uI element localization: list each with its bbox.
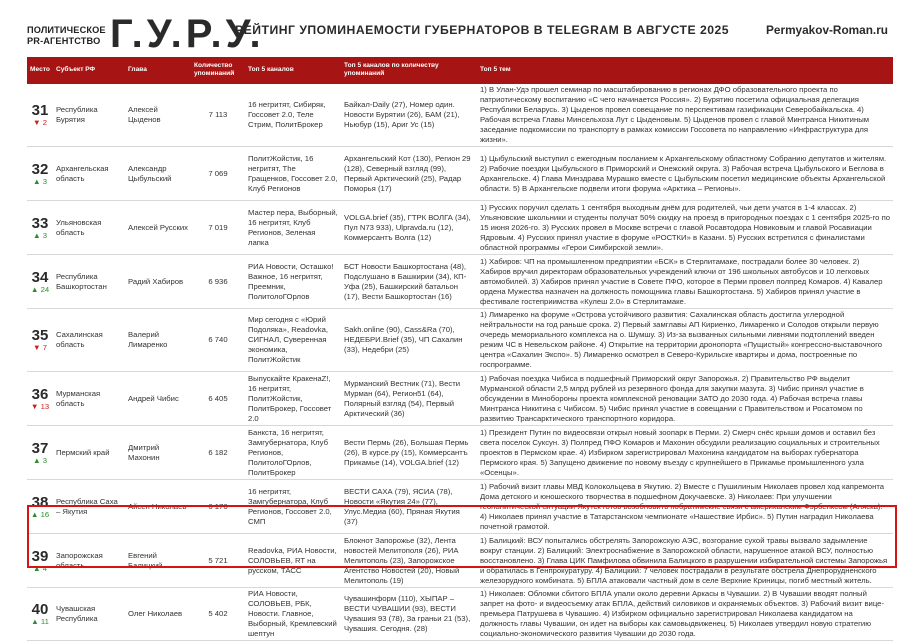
subject-cell: Запорожская область bbox=[53, 534, 125, 588]
site-link[interactable]: Permyakov-Roman.ru bbox=[766, 23, 888, 37]
count-cell: 6 176 bbox=[191, 480, 245, 534]
rank-change bbox=[30, 118, 50, 127]
subject-cell: Республика Бурятия bbox=[53, 84, 125, 147]
head-cell: Дмитрий Махонин bbox=[125, 426, 191, 480]
by-count-cell: Sakh.online (90), Cass&Ra (70), НЕДЕБРИ.Brief (35), ЧП Сахалин (33), Недебри (25) bbox=[341, 309, 477, 372]
place-cell bbox=[27, 588, 53, 641]
count-cell: 6 936 bbox=[191, 255, 245, 309]
rank-change-arrow-icon: ▼ bbox=[32, 118, 41, 127]
guru-logo: Г.У.Р.У. bbox=[110, 12, 265, 56]
rank-change-arrow-icon: ▼ bbox=[32, 343, 41, 352]
rank-change bbox=[30, 510, 50, 519]
rank-number: 32 bbox=[31, 160, 49, 178]
themes-cell: 1) Рабочий визит главы МВД Колокольцева в Якутию. 2) Вместе с Пушилиным Николаев провел ход капремонта Дома детского и юношеского творчества в подшефном Докучаевске. 3) Николаев: При улучшении геополитической ситуации Якутск готов возобновить побратимские связи с американским Фэрбенксом (Аляска). 4) Николаев принял участие в Татарстанском чемпионате «Нашествие Ирбис». 5) Путин наградил Николаева почетной грамотой. bbox=[477, 480, 893, 534]
table-row bbox=[27, 309, 893, 372]
themes-cell: 1) Николаев: Обломки сбитого БПЛА упали около деревни Аркасы в Чувашии. 2) В Чувашии вводят полный запрет на фото- и видеосъемку атак БПЛА, действий силовиков и охраняемых объектов. 3) Рабочий визит вице-премьера Патрушева в Чувашию. 4) Избирком официально зарегистрировал Николаева кандидатом на должность главы Чувашии, он идет на выборы как самовыдвиженец. 5) Николаев утвердил новую стратегию социально-экономического развития Чувашии до 2030 года. bbox=[477, 588, 893, 641]
by-count-cell: Чувашинформ (110), ХЫПАР – ВЕСТИ ЧУВАШИИ (93), ВЕСТИ Чувашия 93 (78), За граньи 21 (53), Чувашия. Сегодня. (28) bbox=[341, 588, 477, 641]
rank-number: 31 bbox=[31, 102, 49, 119]
count-cell: 5 402 bbox=[191, 588, 245, 641]
by-count-cell: Блокнот Запорожье (32), Лента новостей Мелитополя (26), РИА Мелитополь (23), Запорожское Агентство Новостей (20), Новый Мелитополь (19) bbox=[341, 534, 477, 588]
by-count-cell: Архангельский Кот (130), Регион 29 (128), Северный взгляд (99), Первый Арктический (25), Радар Поморья (17) bbox=[341, 147, 477, 201]
table-row bbox=[27, 534, 893, 588]
themes-cell: 1) Русских поручил сделать 1 сентября выходным днём для родителей, чьи дети учатся в 1-4 классах. 2) Ульяновские школьники и студенты получат 50% скидку на проезд в пригородных поездах с 1 сентября 2025-го по 15 июня 2026-го. 3) Русских провел в Москве встречи с главой Росавтодора Новиковым и главой Росавиации Ядровым. 4) Русских принял участие в форуме «РОСТКИ» в Казани. 5) Русских встретился с финалистами областной программы «Герои Симбирской земли». bbox=[477, 201, 893, 255]
rank-change bbox=[30, 177, 50, 186]
table-row bbox=[27, 480, 893, 534]
rank-change bbox=[30, 564, 50, 573]
place-cell bbox=[27, 309, 53, 372]
count-cell: 7 069 bbox=[191, 147, 245, 201]
place-cell bbox=[27, 201, 53, 255]
rank-change-value: 11 bbox=[40, 617, 49, 626]
rank-change bbox=[30, 343, 50, 352]
by-count-cell: VOLGA.brief (35), ГТРК ВОЛГА (34), Пул N73 933), Ulpravda.ru (12), Коммерсантъ Волга (12) bbox=[341, 201, 477, 255]
count-cell: 6 405 bbox=[191, 372, 245, 426]
count-cell: 7 113 bbox=[191, 84, 245, 147]
place-cell bbox=[27, 84, 53, 147]
rank-change-arrow-icon: ▲ bbox=[32, 176, 41, 186]
rank-change-value: 7 bbox=[42, 343, 48, 352]
rank-number: 40 bbox=[31, 601, 49, 618]
rank-change-arrow-icon: ▲ bbox=[31, 617, 39, 626]
rank-number: 36 bbox=[31, 385, 49, 403]
col-top-by-count: Топ 5 каналов по количеству упоминаний bbox=[341, 57, 477, 84]
head-cell: Айсен Николаев bbox=[125, 480, 191, 534]
place-cell bbox=[27, 426, 53, 480]
rank-change bbox=[30, 456, 50, 465]
rank-number: 37 bbox=[31, 439, 49, 457]
col-top-themes: Топ 5 тем bbox=[477, 57, 893, 84]
place-cell bbox=[27, 372, 53, 426]
rank-change-value: 2 bbox=[42, 118, 48, 127]
col-head: Глава bbox=[125, 57, 191, 84]
rank-change-value: 13 bbox=[40, 401, 50, 411]
col-place: Место bbox=[27, 57, 53, 84]
themes-cell: 1) Хабиров: ЧП на промышленном предприятии «БСК» в Стерлитамаке, пострадали более 30 человек. 2) Хабиров вручил директорам образовательных учреждений ключи от 196 школьных автобусов и 10 легковых автомобилей. 3) Хабиров принял участие в Совете ПФО, которое в Перми провел полпред Комаров. 4) Кавалер ордена Мужества назначен на должность помощника главы Башкортостана. 5) Хабиров принял участие в фестивале гостеприимства «Кулеш 2.0» в Стерлитамаке. bbox=[477, 255, 893, 309]
channels-cell: Readovka, РИА Новости, СОЛОВЬЕВ, RT на русском, ТАСС bbox=[245, 534, 341, 588]
subject-cell: Чувашская Республика bbox=[53, 588, 125, 641]
themes-cell: 1) Цыбульский выступил с ежегодным посланием к Архангельскому областному Собранию депутатов и жителям. 2) Рабочие поездки Цыбульского в Приморский и Онежский округа. 3) Рабочая встреча Цыбульского и Беглова в Архангельске. 4) Глава Минздрава Мурашко вместе с Цыбульским посетил медицинские объекты Архангельской области. 5) В Архангельске подвели итоги форума «Арктика – Регионы». bbox=[477, 147, 893, 201]
rank-change bbox=[30, 285, 50, 294]
rank-change-arrow-icon: ▲ bbox=[30, 284, 39, 294]
rank-change bbox=[30, 231, 50, 240]
channels-cell: 16 негритят, Сибиряк, Госсовет 2.0, Теле Стрим, ПолитБрокер bbox=[245, 84, 341, 147]
subject-cell: Сахалинская область bbox=[53, 309, 125, 372]
by-count-cell: ВЕСТИ САХА (79), ЯСИА (78), Новости «Якутия 24» (77), Улус.Медиа (60), Пряная Якутия (37) bbox=[341, 480, 477, 534]
count-cell: 5 721 bbox=[191, 534, 245, 588]
count-cell: 6 182 bbox=[191, 426, 245, 480]
agency-line-1: ПОЛИТИЧЕСКОЕ bbox=[27, 25, 106, 35]
rank-change-arrow-icon: ▲ bbox=[32, 230, 41, 240]
col-subject: Субъект РФ bbox=[53, 57, 125, 84]
rank-change-arrow-icon: ▲ bbox=[32, 563, 41, 573]
subject-cell: Архангельская область bbox=[53, 147, 125, 201]
rank-number: 39 bbox=[31, 547, 49, 565]
head-cell: Валерий Лимаренко bbox=[125, 309, 191, 372]
themes-cell: 1) В Улан-Удэ прошел семинар по масштабированию в регионах ДФО образовательного проекта по патриотическому воспитанию «С чего начинается Россия». 2) Бурятию посетила официальная делегация Республики Беларусь. 3) Цыденов провел совещание по перспективам газификации Северобайкальска. 4) Рабочая встреча Главы Минсельхоза Лут с Цыденовым. 5) Цыденов провел с главой Минтранса Никитиным заседание подкомиссии по транспорту в рамках комиссии Госсовета по направлению «Инфраструктура для жизни». bbox=[477, 84, 893, 147]
channels-cell: РИА Новости, СОЛОВЬЕВ, РБК, Новости. Главное, Выборный, Кремлевский шептун bbox=[245, 588, 341, 641]
channels-cell: Мир сегодня с «Юрий Подоляка», Readovka, СИГНАЛ, Суверенная экономика, ПолитЖойстик bbox=[245, 309, 341, 372]
themes-cell: 1) Рабочая поездка Чибиса в подшефный Приморский округ Запорожья. 2) Правительство РФ выделит Мурманской области 2,5 млрд рублей из резервного фонда для закупки мазута. 3) Чибис принял участие в обсуждении в Минобороны проекта комплексной реновации ЗАТО до 2030 года. 4) Рабочая встреча главы Минтранса Никитина с Чибисом. 5) Чибис принял участие в совещании с Правительством и Росатомом по развитию Трансарктического транспортного коридора. bbox=[477, 372, 893, 426]
channels-cell: 16 негритят, Замгубернатора, Клуб Регионов, Госсовет 2.0, СМП bbox=[245, 480, 341, 534]
subject-cell: Республика Саха – Якутия bbox=[53, 480, 125, 534]
table-row bbox=[27, 588, 893, 641]
channels-cell: Выпускайте КракенаZ!, 16 негритят, ПолитЖойстик, ПолитБрокер, Госсовет 2.0 bbox=[245, 372, 341, 426]
subject-cell: Ульяновская область bbox=[53, 201, 125, 255]
table-row bbox=[27, 255, 893, 309]
rank-change-value: 4 bbox=[42, 563, 48, 573]
by-count-cell: Мурманский Вестник (71), Вести Мурман (64), Регион51 (64), Полярный взгляд (54), Первый Арктический (36) bbox=[341, 372, 477, 426]
subject-cell: Пермский край bbox=[53, 426, 125, 480]
count-cell: 6 740 bbox=[191, 309, 245, 372]
rank-number: 33 bbox=[31, 214, 49, 232]
table-row bbox=[27, 201, 893, 255]
page-title: РЕЙТИНГ УПОМИНАЕМОСТИ ГУБЕРНАТОРОВ В TELEGRAM В АВГУСТЕ 2025 bbox=[235, 23, 730, 37]
agency-label bbox=[27, 25, 106, 46]
channels-cell: РИА Новости, Осташко! Важное, 16 негритят, Преемник, ПолитолоГОрлов bbox=[245, 255, 341, 309]
place-cell bbox=[27, 147, 53, 201]
report-header bbox=[0, 0, 912, 56]
themes-cell: 1) Президент Путин по видеосвязи открыл новый зоопарк в Перми. 2) Смерч снёс крыши домов и оставил без света поселок Суксун. 3) Полпред ПФО Комаров и Махонин обсудили реализацию социальных и строительных проектов в Пермском крае. 4) Избирком зарегистрировал Махонина кандидатом на выборах губернатора Пермского края. 5) Запущено движение по новому въезду с крупнейшего в Прикамье промышленного узла «Осенцы». bbox=[477, 426, 893, 480]
head-cell: Алексей Русских bbox=[125, 201, 191, 255]
head-cell: Андрей Чибис bbox=[125, 372, 191, 426]
count-cell: 7 019 bbox=[191, 201, 245, 255]
rank-number: 38 bbox=[31, 493, 49, 511]
by-count-cell: Вести Пермь (26), Большая Пермь (26), В курсе.ру (15), Коммерсантъ Прикамье (14), VOLGA.brief (12) bbox=[341, 426, 477, 480]
head-cell: Олег Николаев bbox=[125, 588, 191, 641]
by-count-cell: Байкал-Daily (27), Номер один. Новости Бурятии (26), БАМ (21), Ньюбур (15), Ариг Ус (15) bbox=[341, 84, 477, 147]
themes-cell: 1) Балицкий: ВСУ попытались обстрелять Запорожскую АЭС, возгорание сухой травы вызвало задымление вокруг станции. 2) Балицкий: Электроснабжение в Запорожской области, нарушенное атакой ВСУ, полностью восстановлено. 3) Глава ЦИК Памфилова обвинила Балицкого в разрушении избирательной системы Запорожья и обратилась в Генпрокуратуру. 4) Балицкий: 7 человек пострадали в результате обстрела Днепрорудненского железорудного комбината. 5) БПЛА атаковали частный дом в селе Верхние Криницы, погиб местный житель. bbox=[477, 534, 893, 588]
rank-change bbox=[30, 402, 50, 411]
rank-change-value: 3 bbox=[42, 176, 48, 186]
table-header-row bbox=[27, 57, 893, 84]
channels-cell: ПолитЖойстик, 16 негритят, The Гращенков, Госсовет 2.0, Клуб Регионов bbox=[245, 147, 341, 201]
by-count-cell: БСТ Новости Башкортостана (48), Подслушано в Башкирии (34), КП-Уфа (25), Башкирский батальон (17), Вести Башкортостан (16) bbox=[341, 255, 477, 309]
rank-change bbox=[30, 617, 50, 626]
place-cell bbox=[27, 480, 53, 534]
table-body bbox=[27, 84, 893, 641]
head-cell: Алексей Цыденов bbox=[125, 84, 191, 147]
table-row bbox=[27, 147, 893, 201]
rank-change-value: 3 bbox=[42, 455, 48, 465]
place-cell bbox=[27, 534, 53, 588]
rank-change-value: 3 bbox=[42, 230, 48, 240]
rating-table bbox=[27, 57, 893, 641]
table-row bbox=[27, 372, 893, 426]
rank-change-arrow-icon: ▼ bbox=[30, 401, 39, 411]
head-cell: Александр Цыбульский bbox=[125, 147, 191, 201]
channels-cell: Мастер пера, Выборный, 16 негритят, Клуб Регионов, Зеленая лапка bbox=[245, 201, 341, 255]
rank-number: 34 bbox=[31, 268, 49, 286]
channels-cell: Банкста, 16 негритят, Замгубернатора, Клуб Регионов, ПолитолоГОрлов, ПолитБрокер bbox=[245, 426, 341, 480]
rank-change-arrow-icon: ▲ bbox=[30, 509, 39, 519]
col-count: Количество упоминаний bbox=[191, 57, 245, 84]
place-cell bbox=[27, 255, 53, 309]
subject-cell: Мурманская область bbox=[53, 372, 125, 426]
agency-line-2: PR-АГЕНТСТВО bbox=[27, 35, 101, 46]
rank-change-value: 16 bbox=[40, 509, 50, 519]
rank-number: 35 bbox=[31, 327, 49, 344]
subject-cell: Республика Башкортостан bbox=[53, 255, 125, 309]
table-row bbox=[27, 426, 893, 480]
themes-cell: 1) Лимаренко на форуме «Острова устойчивого развития: Сахалинская область достигла углеродной нейтральности на год раньше срока. 2) Первый замглавы АП Кириенко, Лимаренко и Солодов открыли первую очередь мемориального комплекса на о. Шумшу. 3) Из-за вызванных сильными ливнями подтоплений введен режим ЧС в Невельском районе. 4) Открытие на территории дронопорта «Пущистый» конгрессно-выставочного центра «Сахалин Экспо». 5) Лимаренко осмотрел в Северо-Курильске квартиры и дома, построенные по госпрограмме. bbox=[477, 309, 893, 372]
head-cell: Радий Хабиров bbox=[125, 255, 191, 309]
table-row bbox=[27, 84, 893, 147]
head-cell: Евгений Балицкий bbox=[125, 534, 191, 588]
rank-change-value: 24 bbox=[40, 284, 50, 294]
col-top-channels: Топ 5 каналов bbox=[245, 57, 341, 84]
rank-change-arrow-icon: ▲ bbox=[32, 455, 41, 465]
